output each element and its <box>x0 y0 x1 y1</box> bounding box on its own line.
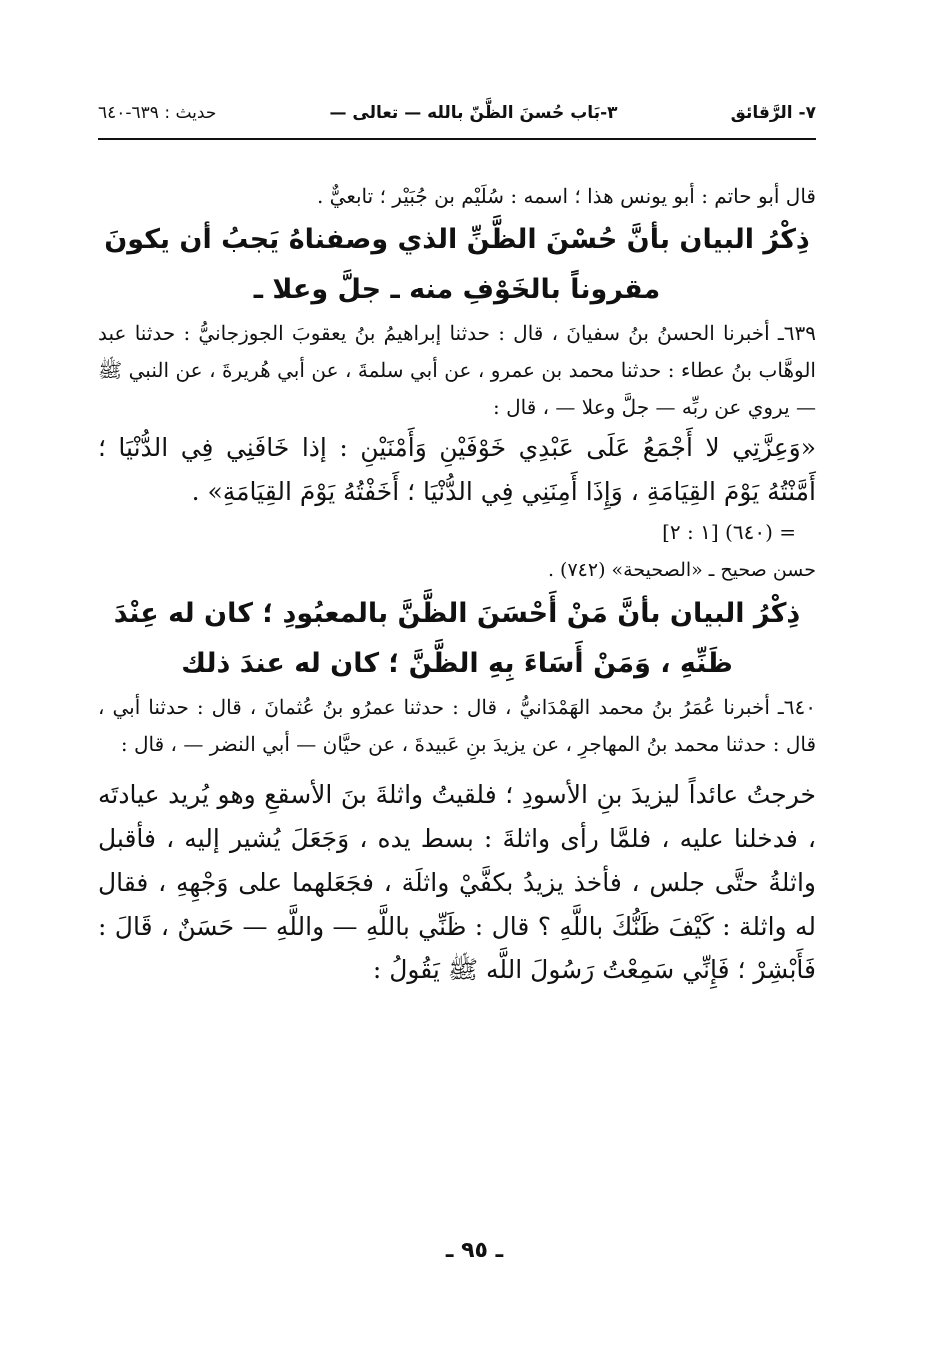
section-title: ٣-بَاب حُسنَ الظَّنّ بالله — تعالى — <box>329 103 618 123</box>
page-content <box>98 178 816 992</box>
chapter-title: ٧- الرَّقائق <box>730 103 816 123</box>
abu-hatim-note: قال أبو حاتم : أبو يونس هذا ؛ اسمه : سُلَيْم بن جُبَيْر ؛ تابعيٌّ . <box>316 184 816 208</box>
hadith-range: حديث : ٦٣٩-٦٤٠ <box>98 103 217 123</box>
hadith-639-text: «وَعِزَّتِي لا أَجْمَعُ عَلَى عَبْدِي خَوْفَيْنِ وَأَمْنَيْنِ : إذا خَافَنِي فِي الدُّنْيَا ؛ أَمَّنْتُهُ يَوْمَ القِيَامَةِ ، وَإِذَا أَمِنَنِي فِي الدُّنْيَا ؛ أَخَفْتُهُ يَوْمَ القِيَامَةِ» . <box>98 432 816 506</box>
hadith-639-reference: = (٦٤٠) [١ : ٢] <box>662 520 796 545</box>
running-header <box>98 98 816 128</box>
header-rule <box>98 138 816 140</box>
section-heading-2: ذِكْرُ البيان بأنَّ مَنْ أَحْسَنَ الظَّنَّ بالمعبُودِ ؛ كان له عِنْدَ ظَنِّهِ ، وَمَنْ أَسَاءَ بِهِ الظَّنَّ ؛ كان له عندَ ذلك <box>113 598 801 680</box>
hadith-640-text: خرجتُ عائداً ليزيدَ بنِ الأسودِ ؛ فلقيتُ واثلةَ بنَ الأسقعِ وهو يُريد عيادتَه ، فدخلنا عليه ، فلمَّا رأى واثلةَ : بسط يده ، وَجَعَلَ يُشير إليه ، فأقبل واثلةُ حتَّى جلس ، فأخذ يزيدُ بكفَّيْ واثلَة ، فجَعَلهما على وَجْهِهِ ، فقال له واثلة : كَيْفَ ظَنُّكَ باللَّهِ ؟ قال : ظَنِّي باللَّهِ — واللَّهِ — حَسَنٌ ، قَالَ : فَأَبْشِرْ ؛ فَإِنِّي سَمِعْتُ رَسُولَ اللَّه ﷺ يَقُولُ : <box>98 780 816 985</box>
hadith-639-isnad: ٦٣٩ـ أخبرنا الحسنُ بنُ سفيانَ ، قال : حدثنا إبراهيمُ بنُ يعقوبَ الجوزجانيُّ : حدثنا عبد الوهَّاب بنُ عطاء : حدثنا محمد بن عمرو ، عن أبي سلمةَ ، عن أبي هُريرةَ ، عن النبي ﷺ — يروي عن ربِّه — جلَّ وعلا — ، قال : <box>98 320 816 419</box>
section-heading-1: ذِكْرُ البيان بأنَّ حُسْنَ الظَّنِّ الذي وصفناهُ يَجبُ أن يكونَ مقروناً بالخَوْفِ منه ـ جلَّ وعلا ـ <box>104 224 810 305</box>
hadith-639-grade: حسن صحيح ـ «الصحيحة» (٧٤٢) . <box>547 559 816 582</box>
page-number: ـ ٩٥ ـ <box>445 1238 504 1263</box>
hadith-640-isnad: ٦٤٠ـ أخبرنا عُمَرُ بنُ محمد الهَمْدَانيُّ ، قال : حدثنا عمرُو بنُ عُثمانَ ، قال : حدثنا أبي ، قال : حدثنا محمد بنُ المهاجرِ ، عن يزيدَ بنِ عَبيدةَ ، عن حيَّان — أبي النضر — ، قال : <box>98 695 816 757</box>
